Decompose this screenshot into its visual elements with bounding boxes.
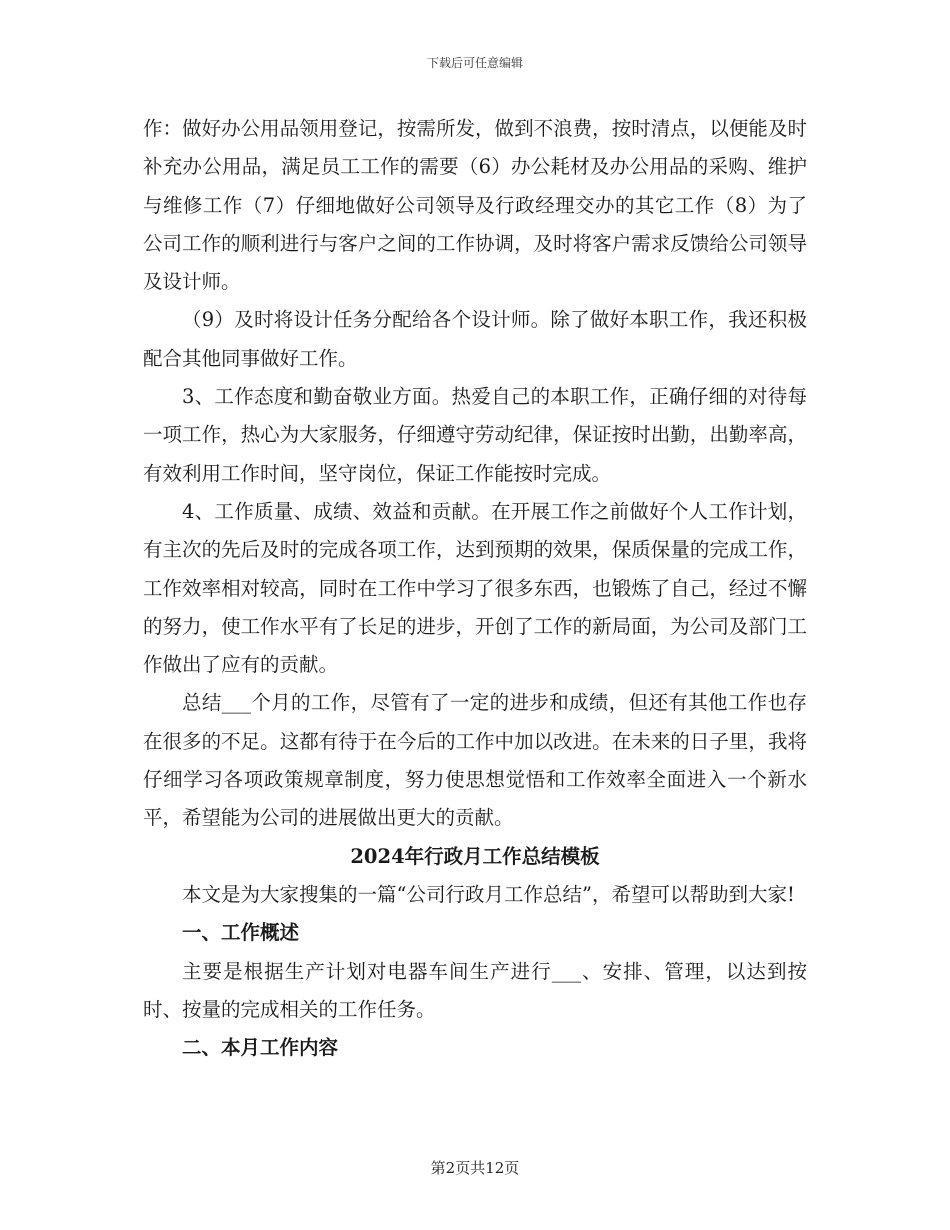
paragraph-2: （9）及时将设计任务分配给各个设计师。除了做好本职工作，我还积极配合其他同事做好工作。 — [143, 308, 807, 370]
document-title: 2024年行政月工作总结模板 — [350, 844, 600, 868]
section-heading-1: 一、工作概述 — [182, 921, 300, 945]
paragraph-4: 4、工作质量、成绩、效益和贡献。在开展工作之前做好个人工作计划，有主次的先后及时的完成各项工作，达到预期的效果，保质保量的完成工作，工作效率相对较高，同时在工作中学习了很多东西，也锻炼了自己，经过不懈的努力，使工作水平有了长足的进步，开创了工作的新局面，为公司及部门工作做出了应有的贡献。 — [143, 499, 807, 677]
paragraph-1: 作：做好办公用品领用登记，按需所发，做到不浪费，按时清点，以便能及时补充办公用品，满足员工工作的需要（6）办公耗材及办公用品的采购、维护与维修工作（7）仔细地做好公司领导及行政经理交办的其它工作（8）为了公司工作的顺利进行与客户之间的工作协调，及时将客户需求反馈给公司领导及设计师。 — [143, 117, 807, 294]
paragraph-3: 3、工作态度和勤奋敬业方面。热爱自己的本职工作，正确仔细的对待每一项工作，热心为大家服务，仔细遵守劳动纪律，保证按时出勤，出勤率高，有效利用工作时间，坚守岗位，保证工作能按时完成。 — [143, 385, 807, 485]
document-body — [143, 110, 807, 1067]
paragraph-7: 主要是根据生产计划对电器车间生产进行___、安排、管理，以达到按时、按量的完成相关的工作任务。 — [143, 959, 807, 1021]
paragraph-5: 总结___个月的工作，尽管有了一定的进步和成绩，但还有其他工作也存在很多的不足。这都有待于在今后的工作中加以改进。在未来的日子里，我将仔细学习各项政策规章制度，努力使思想觉悟和工作效率全面进入一个新水平，希望能为公司的进展做出更大的贡献。 — [143, 691, 807, 830]
section-heading-2: 二、本月工作内容 — [182, 1036, 339, 1060]
page-header-note: 下载后可任意编辑 — [426, 56, 523, 70]
page-number: 第2页共12页 — [430, 1159, 520, 1177]
paragraph-6: 本文是为大家搜集的一篇“公司行政月工作总结”，希望可以帮助到大家! — [182, 882, 795, 906]
